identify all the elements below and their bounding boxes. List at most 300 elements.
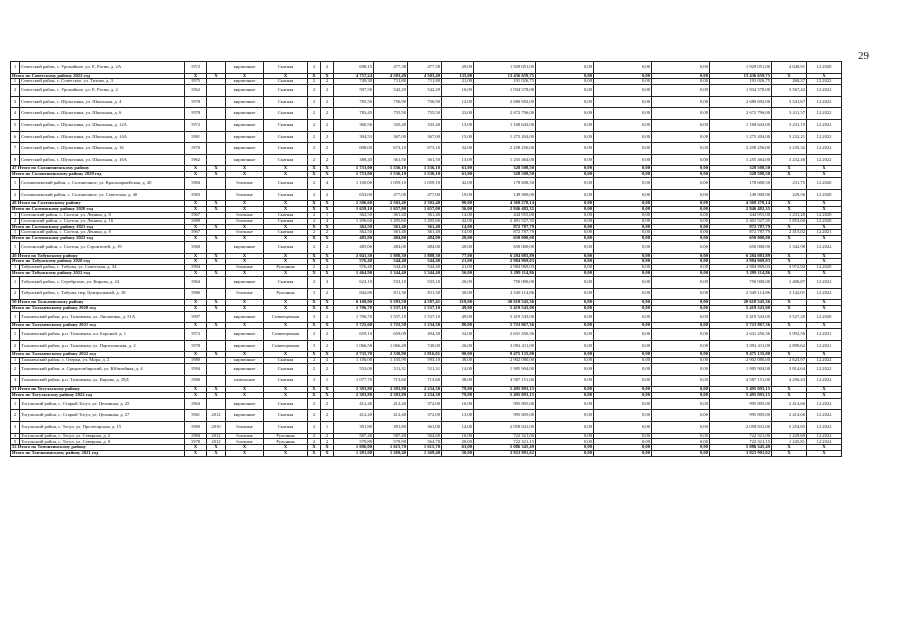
- table-cell: 0,00: [594, 108, 652, 120]
- total-cell: 0,00: [652, 323, 710, 329]
- total-cell: 80,00: [442, 323, 474, 329]
- total-label: 52 Итого по Топчихинскому району: [11, 445, 185, 451]
- table-cell: 2 401 527,35: [710, 218, 772, 224]
- total-cell: 0,00: [594, 236, 652, 242]
- table-cell: 13,00: [442, 120, 474, 132]
- table-cell: 1: [11, 79, 20, 85]
- total-cell: X: [308, 236, 321, 242]
- table-cell: 1978: [185, 340, 207, 352]
- table-cell: 0,00: [594, 329, 652, 341]
- table-cell: [207, 85, 226, 97]
- total-cell: X: [807, 387, 842, 393]
- total-cell: X: [264, 201, 308, 207]
- table-cell: 2 058 841,00: [474, 421, 536, 433]
- table-cell: 1 231,20: [772, 212, 807, 218]
- address-cell: Тогульский район, с. Старый Тогул, ул. Целинная, д. 25: [20, 398, 185, 410]
- table-cell: 0,00: [652, 230, 710, 236]
- total-label: 47 Итого по Солонешенскому району: [11, 166, 185, 172]
- total-cell: 0,00: [594, 445, 652, 451]
- total-label: Итого по Тальменскому району 2022 год: [11, 352, 185, 358]
- table-cell: 0,00: [652, 218, 710, 224]
- table-cell: 1968: [185, 242, 207, 254]
- total-cell: 13 436 659,75: [474, 73, 536, 79]
- table-row: [11, 178, 842, 190]
- table-cell: 0,00: [536, 265, 594, 271]
- total-cell: 0,00: [536, 201, 594, 207]
- table-cell: 0,00: [536, 230, 594, 236]
- table-cell: 1981: [185, 131, 207, 143]
- table-cell: [207, 288, 226, 300]
- table-cell: 360,56: [334, 120, 374, 132]
- total-cell: X: [772, 172, 807, 178]
- table-cell: кирпичные: [226, 364, 264, 376]
- total-label: Итого по Табунскому району 2022 год: [11, 271, 185, 277]
- table-cell: 0,00: [536, 218, 594, 224]
- table-cell: кирпичные: [226, 329, 264, 341]
- table-row: [11, 329, 842, 341]
- table-cell: 12.2020: [807, 212, 842, 218]
- table-cell: 533,10: [408, 276, 442, 288]
- total-cell: X: [207, 73, 226, 79]
- table-cell: 29,00: [442, 62, 474, 74]
- table-cell: 2: [308, 154, 321, 166]
- table-cell: 2: [321, 131, 334, 143]
- table-cell: 1: [11, 276, 20, 288]
- total-cell: 90,00: [442, 201, 474, 207]
- total-cell: 5 495 093,15: [710, 392, 772, 398]
- table-cell: 12.2022: [807, 242, 842, 254]
- total-cell: 1 615,70: [374, 445, 408, 451]
- table-cell: 361,40: [408, 212, 442, 218]
- table-cell: 673,10: [374, 143, 408, 155]
- table-cell: 3 092 411,00: [710, 340, 772, 352]
- table-row: [11, 154, 842, 166]
- total-cell: 56,00: [442, 271, 474, 277]
- table-cell: 0,00: [652, 189, 710, 201]
- table-cell: 0,00: [536, 358, 594, 364]
- table-cell: 2: [11, 218, 20, 224]
- table-cell: 1986: [185, 288, 207, 300]
- total-cell: X: [807, 305, 842, 311]
- table-cell: 511,31: [374, 364, 408, 376]
- table-cell: 2: [308, 265, 321, 271]
- table-cell: 0,00: [652, 410, 710, 422]
- table-cell: 6: [11, 131, 20, 143]
- table-cell: Рулонная: [264, 439, 308, 445]
- table-cell: Скатная: [264, 218, 308, 224]
- total-cell: X: [185, 236, 207, 242]
- table-cell: 1 295,60: [408, 218, 442, 224]
- total-cell: 0,00: [652, 271, 710, 277]
- table-cell: 579,80: [374, 439, 408, 445]
- total-cell: 20,00: [442, 236, 474, 242]
- total-cell: 49,00: [442, 305, 474, 311]
- total-cell: X: [264, 172, 308, 178]
- total-cell: 6 168,00: [334, 300, 374, 306]
- table-cell: 2: [308, 120, 321, 132]
- table-cell: 0,00: [652, 398, 710, 410]
- total-cell: X: [807, 166, 842, 172]
- table-row: [11, 108, 842, 120]
- table-cell: 15,00: [442, 131, 474, 143]
- total-cell: X: [308, 224, 321, 230]
- table-cell: 1: [11, 398, 20, 410]
- table-cell: 711,80: [374, 79, 408, 85]
- table-cell: 21,00: [442, 265, 474, 271]
- table-row: [11, 410, 842, 422]
- table-cell: кирпичные: [226, 62, 264, 74]
- table-cell: Совмещенная: [264, 329, 308, 341]
- table-cell: [207, 329, 226, 341]
- table-cell: 0,00: [536, 96, 594, 108]
- table-cell: кирпичные: [226, 120, 264, 132]
- table-cell: 544,40: [408, 265, 442, 271]
- table-cell: 335,40: [374, 120, 408, 132]
- total-cell: 1 725,60: [334, 323, 374, 329]
- table-cell: 1 245,81: [772, 439, 807, 445]
- total-cell: X: [321, 451, 334, 457]
- table-cell: 2: [308, 131, 321, 143]
- table-cell: 16,00: [442, 433, 474, 439]
- table-row: [11, 276, 842, 288]
- table-cell: 0,00: [594, 421, 652, 433]
- table-row: [11, 398, 842, 410]
- table-cell: 412,40: [334, 410, 374, 422]
- table-cell: 19,00: [442, 189, 474, 201]
- table-cell: Скатная: [264, 79, 308, 85]
- table-cell: 1989: [185, 218, 207, 224]
- table-cell: 1: [321, 375, 334, 387]
- total-cell: 3 823 901,62: [474, 451, 536, 457]
- total-cell: X: [207, 271, 226, 277]
- table-cell: 0,00: [652, 143, 710, 155]
- total-cell: X: [264, 451, 308, 457]
- table-cell: 0,00: [536, 276, 594, 288]
- total-cell: 0,00: [536, 300, 594, 306]
- table-cell: 20,00: [442, 439, 474, 445]
- table-cell: 412,40: [374, 410, 408, 422]
- table-cell: 1972: [185, 120, 207, 132]
- total-cell: X: [226, 352, 264, 358]
- total-cell: 0,00: [536, 236, 594, 242]
- table-cell: 361,50: [408, 154, 442, 166]
- table-cell: кирпичные: [226, 410, 264, 422]
- table-cell: 12.2022: [807, 421, 842, 433]
- table-body: [11, 62, 842, 457]
- total-cell: X: [321, 224, 334, 230]
- table-cell: 2012: [207, 439, 226, 445]
- table-cell: 1: [11, 178, 20, 190]
- table-cell: 0,00: [594, 143, 652, 155]
- total-cell: 0,00: [652, 300, 710, 306]
- total-label: Итого по Солонешенскому району 2020 год: [11, 172, 185, 178]
- total-cell: X: [321, 305, 334, 311]
- total-cell: X: [207, 201, 226, 207]
- table-cell: 0,00: [536, 131, 594, 143]
- table-cell: Рулонная: [264, 265, 308, 271]
- total-label: 48 Итого по Солтонскому району: [11, 201, 185, 207]
- table-cell: 1964: [185, 276, 207, 288]
- total-cell: 0,00: [652, 253, 710, 259]
- table-cell: 0,00: [652, 311, 710, 323]
- table-cell: 388,40: [334, 154, 374, 166]
- total-cell: 79,00: [442, 387, 474, 393]
- table-cell: 2: [321, 410, 334, 422]
- total-cell: 1 281,00: [334, 451, 374, 457]
- table-cell: 8: [11, 154, 20, 166]
- table-cell: 0,00: [536, 62, 594, 74]
- table-cell: 0,00: [652, 421, 710, 433]
- table-cell: 2: [11, 85, 20, 97]
- table-cell: 2 902 080,00: [474, 358, 536, 364]
- table-cell: 13,00: [442, 154, 474, 166]
- address-cell: Советский район, с. Шульгинка, ул. Школьная, д. 14А: [20, 131, 185, 143]
- table-cell: 0,00: [536, 375, 594, 387]
- table-cell: 54,00: [442, 329, 474, 341]
- total-cell: 2 846 482,35: [474, 207, 536, 213]
- total-cell: X: [772, 207, 807, 213]
- table-cell: 12,00: [442, 96, 474, 108]
- table-cell: 0,00: [594, 131, 652, 143]
- table-cell: 1964: [185, 398, 207, 410]
- total-cell: 0,00: [594, 305, 652, 311]
- total-cell: 1 657,00: [374, 207, 408, 213]
- table-cell: 2 549 114,86: [474, 288, 536, 300]
- table-cell: 1962: [185, 154, 207, 166]
- table-cell: 698,00: [334, 143, 374, 155]
- table-cell: [207, 143, 226, 155]
- table-cell: 2: [321, 398, 334, 410]
- table-cell: кирпичные: [226, 358, 264, 364]
- total-cell: X: [772, 352, 807, 358]
- total-cell: X: [226, 300, 264, 306]
- table-cell: 1 985 904,00: [474, 364, 536, 376]
- total-cell: 0,00: [652, 201, 710, 207]
- table-cell: Скатная: [264, 358, 308, 364]
- table-cell: 1 275 204,00: [710, 131, 772, 143]
- table-cell: 2: [11, 288, 20, 300]
- table-cell: 13,00: [442, 410, 474, 422]
- table-cell: 1 853,60: [772, 218, 807, 224]
- total-cell: 1 344,40: [408, 271, 442, 277]
- table-cell: 2 258 256,00: [474, 143, 536, 155]
- table-cell: 755,50: [374, 108, 408, 120]
- table-cell: 756,90: [374, 96, 408, 108]
- table-cell: 12.2022: [807, 108, 842, 120]
- total-cell: 2 502,40: [374, 201, 408, 207]
- total-cell: X: [308, 166, 321, 172]
- table-cell: 552,00: [334, 364, 374, 376]
- table-cell: 0,00: [594, 358, 652, 364]
- table-cell: 1 255 464,00: [474, 154, 536, 166]
- table-cell: 2 414,66: [772, 398, 807, 410]
- table-cell: 12.2021: [807, 340, 842, 352]
- total-label: Итого по Тальменскому району 2021 год: [11, 323, 185, 329]
- table-cell: 372,00: [408, 410, 442, 422]
- table-cell: 1 295,60: [374, 218, 408, 224]
- total-cell: 0,00: [594, 352, 652, 358]
- table-cell: 576,40: [334, 265, 374, 271]
- table-cell: Скатная: [264, 230, 308, 236]
- table-cell: 2: [308, 364, 321, 376]
- housing-repair-table: [10, 61, 842, 457]
- total-cell: X: [807, 172, 842, 178]
- total-cell: 872 787,79: [710, 224, 772, 230]
- table-cell: 361,00: [408, 421, 442, 433]
- table-cell: 3: [308, 375, 321, 387]
- table-cell: 0,00: [536, 108, 594, 120]
- table-cell: 0,00: [594, 410, 652, 422]
- table-cell: 4: [11, 433, 20, 439]
- total-cell: X: [321, 201, 334, 207]
- total-cell: 0,00: [594, 172, 652, 178]
- table-cell: Скатная: [264, 154, 308, 166]
- table-cell: Совмещенная: [264, 311, 308, 323]
- table-cell: 2: [308, 398, 321, 410]
- total-cell: X: [207, 305, 226, 311]
- table-cell: 4: [321, 178, 334, 190]
- total-cell: X: [185, 224, 207, 230]
- table-cell: 711,80: [408, 79, 442, 85]
- table-row: [11, 85, 842, 97]
- table-cell: 12.2022: [807, 143, 842, 155]
- table-cell: 4 587 151,00: [474, 375, 536, 387]
- table-cell: 3 992,56: [772, 329, 807, 341]
- table-cell: 12.2022: [807, 96, 842, 108]
- table-cell: блочные: [226, 230, 264, 236]
- total-cell: X: [185, 166, 207, 172]
- total-cell: 5 495 093,15: [474, 392, 536, 398]
- table-cell: Совмещенная: [264, 340, 308, 352]
- total-cell: 484,00: [374, 236, 408, 242]
- table-cell: 2: [11, 189, 20, 201]
- table-cell: 477,00: [408, 189, 442, 201]
- total-cell: 0,00: [536, 445, 594, 451]
- table-cell: 0,00: [536, 143, 594, 155]
- total-cell: X: [321, 271, 334, 277]
- total-cell: X: [321, 207, 334, 213]
- table-cell: 362,50: [334, 212, 374, 218]
- table-cell: кирпичные: [226, 242, 264, 254]
- table-cell: 2: [321, 79, 334, 85]
- total-cell: 0,00: [652, 387, 710, 393]
- table-cell: 2: [321, 433, 334, 439]
- table-cell: 485,00: [334, 242, 374, 254]
- total-cell: X: [264, 259, 308, 265]
- table-cell: 12.2021: [807, 230, 842, 236]
- total-cell: X: [207, 352, 226, 358]
- table-cell: [207, 242, 226, 254]
- table-cell: 653,00: [334, 189, 374, 201]
- table-row: [11, 143, 842, 155]
- total-cell: X: [807, 259, 842, 265]
- table-cell: 0,00: [652, 212, 710, 218]
- table-cell: [207, 398, 226, 410]
- table-cell: 2: [321, 143, 334, 155]
- table-cell: блочные: [226, 178, 264, 190]
- table-cell: 0,00: [594, 79, 652, 85]
- table-cell: 14,00: [442, 364, 474, 376]
- total-cell: 3 299 114,86: [710, 271, 772, 277]
- total-cell: X: [207, 323, 226, 329]
- total-cell: 0,00: [594, 166, 652, 172]
- table-cell: 1: [11, 242, 20, 254]
- total-cell: 0,00: [652, 207, 710, 213]
- total-cell: 1 536,10: [408, 166, 442, 172]
- total-cell: X: [321, 323, 334, 329]
- table-cell: 0,00: [594, 230, 652, 236]
- table-cell: 811,30: [408, 288, 442, 300]
- total-cell: X: [264, 305, 308, 311]
- table-cell: [207, 178, 226, 190]
- table-cell: 0,00: [594, 62, 652, 74]
- total-cell: X: [226, 451, 264, 457]
- table-cell: 1978: [185, 439, 207, 445]
- table-cell: 0,00: [536, 329, 594, 341]
- table-cell: 1 059,10: [408, 178, 442, 190]
- table-cell: 12.2022: [807, 433, 842, 439]
- table-cell: 3: [308, 288, 321, 300]
- total-cell: X: [264, 445, 308, 451]
- table-cell: Скатная: [264, 375, 308, 387]
- table-cell: 444 955,00: [474, 212, 536, 218]
- total-row: [11, 451, 842, 457]
- total-cell: X: [207, 387, 226, 393]
- table-cell: 597,50: [334, 85, 374, 97]
- table-cell: 1 537,10: [374, 311, 408, 323]
- total-cell: 1 344,40: [374, 271, 408, 277]
- total-cell: X: [772, 253, 807, 259]
- table-cell: 2 058 841,00: [710, 421, 772, 433]
- total-cell: X: [772, 236, 807, 242]
- total-cell: X: [807, 451, 842, 457]
- table-cell: 2: [321, 62, 334, 74]
- total-cell: 1 696,00: [334, 445, 374, 451]
- total-cell: 1 753,00: [334, 166, 374, 172]
- total-cell: X: [226, 201, 264, 207]
- table-cell: [207, 108, 226, 120]
- table-cell: 367,00: [408, 131, 442, 143]
- table-cell: 0,00: [536, 85, 594, 97]
- table-cell: 872 787,79: [710, 230, 772, 236]
- total-cell: 2 984 969,03: [710, 259, 772, 265]
- table-cell: 1972: [185, 62, 207, 74]
- table-cell: 1 255 464,00: [710, 154, 772, 166]
- table-cell: 0,00: [536, 439, 594, 445]
- table-cell: 2: [321, 340, 334, 352]
- total-cell: X: [185, 253, 207, 259]
- total-cell: 650 000,00: [474, 236, 536, 242]
- table-cell: 4 256,43: [772, 375, 807, 387]
- total-cell: X: [772, 271, 807, 277]
- table-cell: 1 706,70: [334, 311, 374, 323]
- table-cell: 3: [11, 375, 20, 387]
- total-cell: 2 735,70: [334, 352, 374, 358]
- table-cell: 2 899,62: [772, 340, 807, 352]
- table-cell: кирпичные: [226, 79, 264, 85]
- total-cell: X: [772, 451, 807, 457]
- table-cell: 2: [321, 311, 334, 323]
- total-cell: 1 536,10: [408, 172, 442, 178]
- table-cell: 749,30: [334, 79, 374, 85]
- total-cell: X: [308, 172, 321, 178]
- table-cell: 2012: [207, 433, 226, 439]
- table-cell: 5 419 543,00: [474, 311, 536, 323]
- total-cell: X: [308, 253, 321, 259]
- total-cell: 0,00: [652, 166, 710, 172]
- address-cell: Солонешенский район, с. Солонешное, ул. Советская, д. 40: [20, 189, 185, 201]
- total-cell: X: [226, 236, 264, 242]
